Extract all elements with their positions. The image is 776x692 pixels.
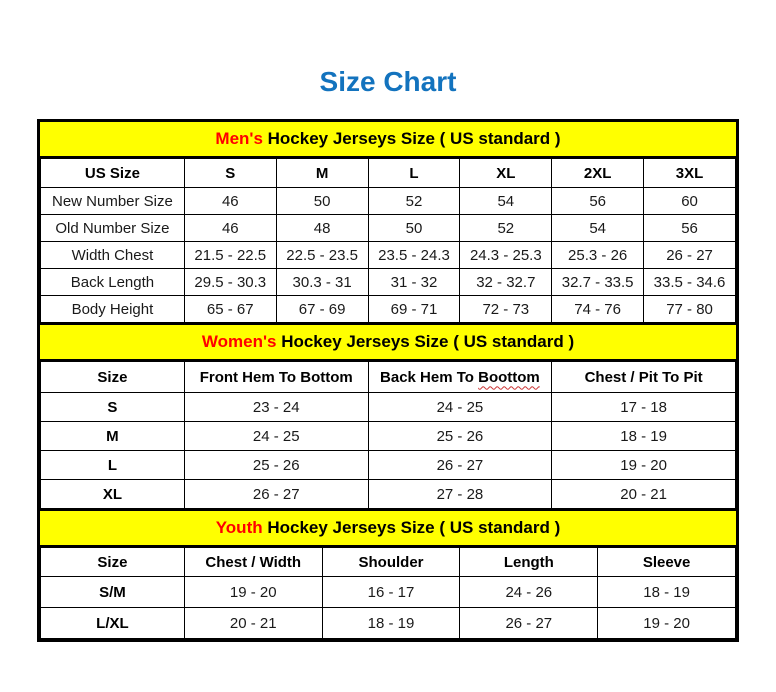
row-label: XL (41, 480, 185, 509)
value-cell: 33.5 - 34.6 (644, 269, 736, 296)
table-row (41, 577, 736, 608)
value-cell: 65 - 67 (184, 296, 276, 323)
column-header: Chest / Pit To Pit (552, 362, 736, 393)
row-label: S (41, 393, 185, 422)
womens-section-highlight: Women's (201, 332, 277, 351)
value-cell: 18 - 19 (322, 608, 460, 639)
value-cell: 26 - 27 (184, 480, 368, 509)
mens-section-bar (40, 122, 736, 158)
column-header: Shoulder (322, 548, 460, 577)
value-cell: 19 - 20 (552, 451, 736, 480)
page-title: Size Chart (319, 66, 457, 97)
column-header: L (368, 159, 460, 188)
value-cell: 17 - 18 (552, 393, 736, 422)
column-header: US Size (41, 159, 185, 188)
value-cell: 54 (460, 188, 552, 215)
column-header: S (184, 159, 276, 188)
table-row (41, 608, 736, 639)
value-cell: 20 - 21 (184, 608, 322, 639)
misspelled-word: Boottom (478, 368, 540, 386)
value-cell: 56 (644, 215, 736, 242)
table-header-row (41, 362, 736, 393)
value-cell: 20 - 21 (552, 480, 736, 509)
table-row (41, 422, 736, 451)
column-header: Front Hem To Bottom (184, 362, 368, 393)
table-row (41, 242, 736, 269)
womens-table-body (41, 393, 736, 509)
value-cell: 18 - 19 (552, 422, 736, 451)
row-label: New Number Size (41, 188, 185, 215)
mens-section-title: Hockey Jerseys Size ( US standard ) (262, 129, 561, 148)
value-cell: 50 (276, 188, 368, 215)
mens-size-table (40, 158, 736, 323)
value-cell: 23 - 24 (184, 393, 368, 422)
table-row (41, 296, 736, 323)
table-row (41, 215, 736, 242)
value-cell: 26 - 27 (644, 242, 736, 269)
value-cell: 46 (184, 188, 276, 215)
row-label: Body Height (41, 296, 185, 323)
womens-section-title: Hockey Jerseys Size ( US standard ) (276, 332, 575, 351)
column-header: Size (41, 362, 185, 393)
row-label: Width Chest (41, 242, 185, 269)
value-cell: 16 - 17 (322, 577, 460, 608)
value-cell: 24 - 26 (460, 577, 598, 608)
value-cell: 72 - 73 (460, 296, 552, 323)
value-cell: 22.5 - 23.5 (276, 242, 368, 269)
value-cell: 18 - 19 (598, 577, 736, 608)
table-row (41, 269, 736, 296)
table-header-row (41, 159, 736, 188)
value-cell: 77 - 80 (644, 296, 736, 323)
value-cell: 48 (276, 215, 368, 242)
column-header: Sleeve (598, 548, 736, 577)
value-cell: 31 - 32 (368, 269, 460, 296)
table-row (41, 188, 736, 215)
value-cell: 56 (552, 188, 644, 215)
value-cell: 52 (460, 215, 552, 242)
value-cell: 27 - 28 (368, 480, 552, 509)
value-cell: 25 - 26 (368, 422, 552, 451)
value-cell: 29.5 - 30.3 (184, 269, 276, 296)
womens-size-table (40, 361, 736, 509)
table-header-row (41, 548, 736, 577)
youth-section-highlight: Youth (215, 518, 263, 537)
value-cell: 26 - 27 (368, 451, 552, 480)
row-label: L/XL (41, 608, 185, 639)
value-cell: 46 (184, 215, 276, 242)
row-label: S/M (41, 577, 185, 608)
column-header: Chest / Width (184, 548, 322, 577)
value-cell: 32.7 - 33.5 (552, 269, 644, 296)
value-cell: 67 - 69 (276, 296, 368, 323)
value-cell: 74 - 76 (552, 296, 644, 323)
value-cell: 32 - 32.7 (460, 269, 552, 296)
mens-table-body (41, 188, 736, 323)
row-label: Old Number Size (41, 215, 185, 242)
youth-section-bar (40, 509, 736, 547)
youth-size-table (40, 547, 736, 639)
table-row (41, 451, 736, 480)
value-cell: 50 (368, 215, 460, 242)
value-cell: 52 (368, 188, 460, 215)
column-header-text: Back Hem To (380, 368, 479, 386)
column-header: Size (41, 548, 185, 577)
table-row (41, 393, 736, 422)
column-header: XL (460, 159, 552, 188)
value-cell: 54 (552, 215, 644, 242)
youth-table-header (41, 548, 736, 577)
column-header-misspelled (368, 362, 552, 393)
table-row (41, 480, 736, 509)
value-cell: 19 - 20 (598, 608, 736, 639)
value-cell: 24 - 25 (368, 393, 552, 422)
youth-section-title: Hockey Jerseys Size ( US standard ) (262, 518, 561, 537)
youth-table-body (41, 577, 736, 639)
value-cell: 25.3 - 26 (552, 242, 644, 269)
mens-table-header (41, 159, 736, 188)
womens-section-bar (40, 323, 736, 361)
column-header: Length (460, 548, 598, 577)
value-cell: 25 - 26 (184, 451, 368, 480)
value-cell: 19 - 20 (184, 577, 322, 608)
value-cell: 69 - 71 (368, 296, 460, 323)
value-cell: 21.5 - 22.5 (184, 242, 276, 269)
column-header: 2XL (552, 159, 644, 188)
row-label: L (41, 451, 185, 480)
value-cell: 26 - 27 (460, 608, 598, 639)
womens-table-header (41, 362, 736, 393)
mens-section-highlight: Men's (215, 129, 263, 148)
value-cell: 24.3 - 25.3 (460, 242, 552, 269)
row-label: Back Length (41, 269, 185, 296)
value-cell: 60 (644, 188, 736, 215)
size-chart-table-container (37, 119, 739, 642)
value-cell: 24 - 25 (184, 422, 368, 451)
column-header: M (276, 159, 368, 188)
value-cell: 23.5 - 24.3 (368, 242, 460, 269)
column-header: 3XL (644, 159, 736, 188)
value-cell: 30.3 - 31 (276, 269, 368, 296)
row-label: M (41, 422, 185, 451)
